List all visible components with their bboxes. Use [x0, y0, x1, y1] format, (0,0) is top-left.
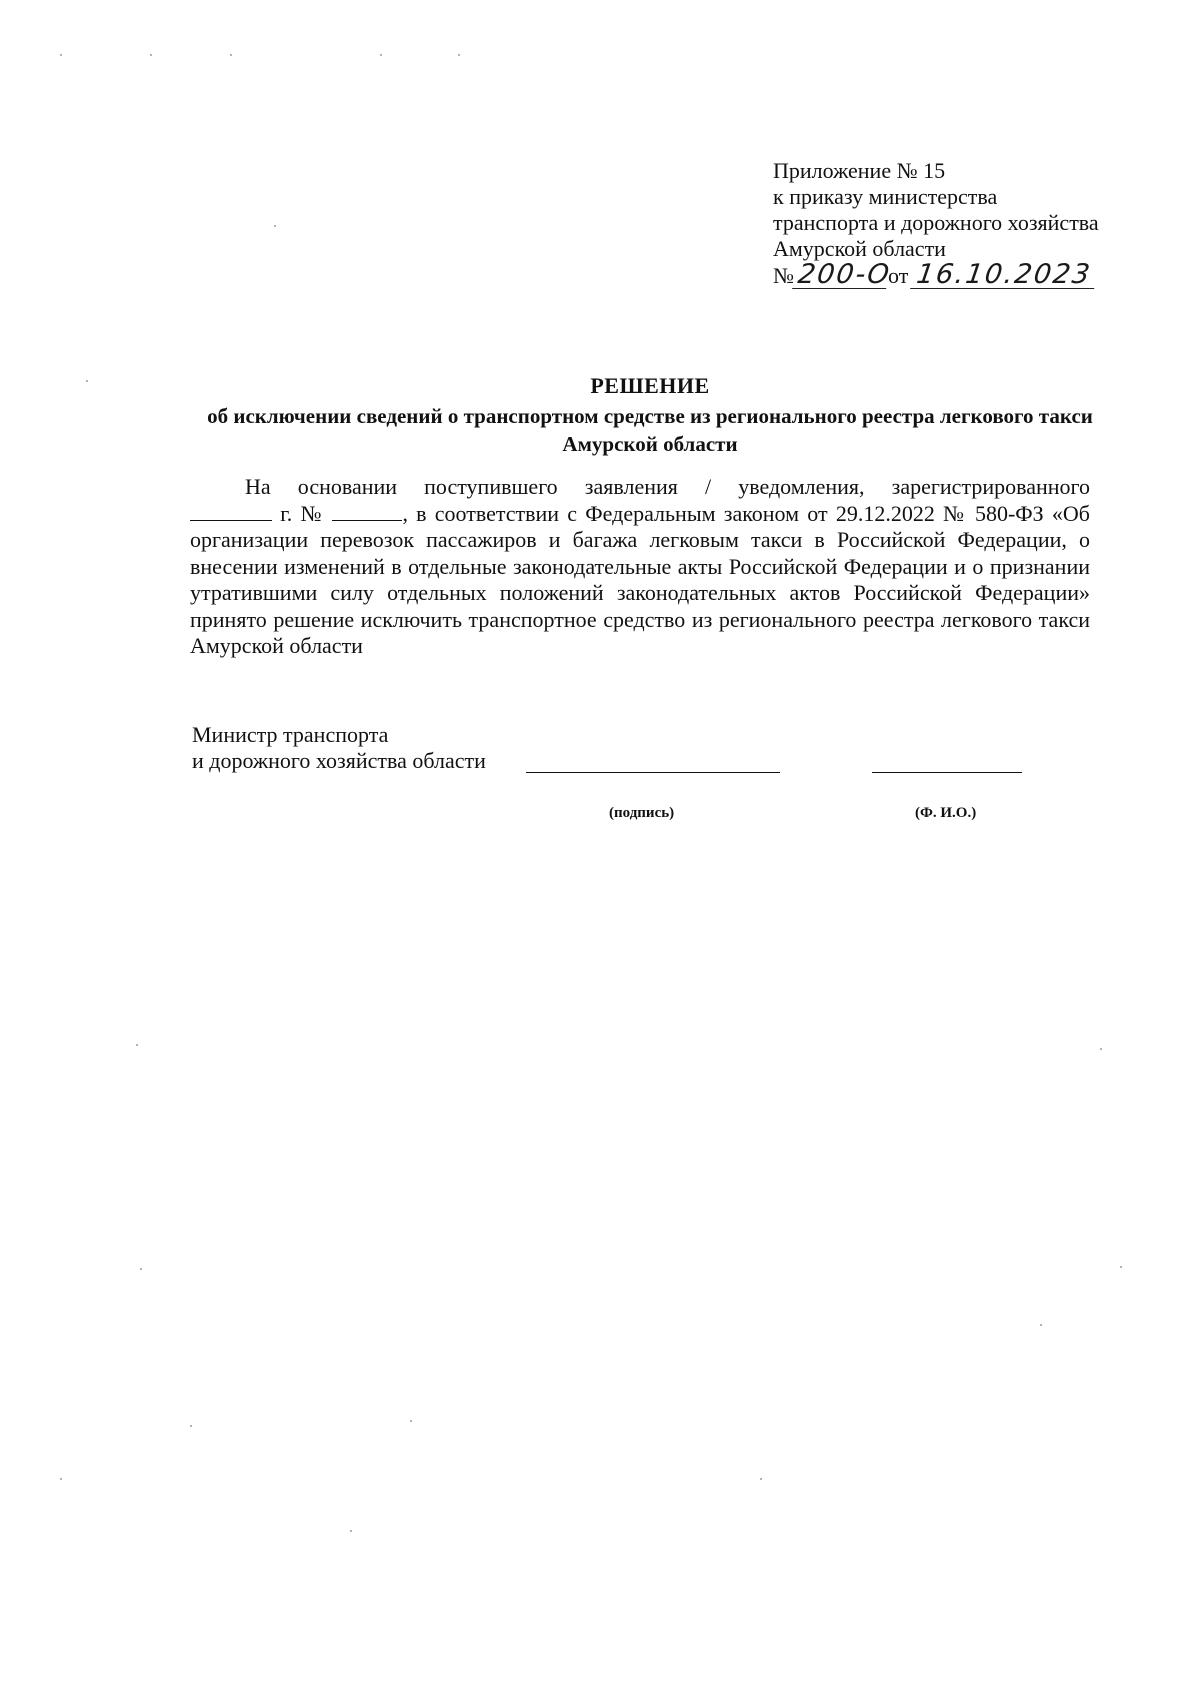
- scan-speck: [190, 1425, 192, 1427]
- scan-speck: [60, 1478, 62, 1480]
- scan-speck: [1040, 1324, 1042, 1326]
- order-number-prefix: №: [773, 263, 794, 288]
- scan-speck: [136, 1044, 138, 1046]
- registration-number-blank: [332, 502, 402, 521]
- document-title: РЕШЕНИЕ: [590, 373, 710, 398]
- appendix-line-1: Приложение № 15: [773, 158, 946, 183]
- signature-caption: (подпись): [609, 805, 675, 821]
- scan-speck: [274, 225, 276, 227]
- scan-speck: [380, 54, 382, 56]
- scan-speck: [760, 1478, 762, 1480]
- signature-line: [526, 772, 780, 773]
- scan-speck: [458, 54, 460, 56]
- order-reference: [773, 259, 1173, 296]
- scan-speck: [60, 54, 62, 56]
- scan-speck: [350, 1530, 352, 1532]
- appendix-header: [773, 158, 1173, 296]
- scan-speck: [410, 1420, 412, 1422]
- order-date-prefix: от: [888, 263, 909, 288]
- scan-speck: [1100, 1048, 1102, 1050]
- signature-row: [192, 748, 1112, 821]
- name-line: [872, 772, 1022, 773]
- signature-block: [192, 722, 1112, 821]
- name-caption: (Ф. И.О.): [915, 805, 977, 821]
- order-date-handwritten: 16.10.2023: [910, 262, 1098, 289]
- date-blank: [190, 502, 272, 521]
- scan-speck: [150, 54, 152, 56]
- scan-speck: [140, 1268, 142, 1270]
- document-subtitle: об исключении сведений о транспортном средстве из регионального реестра легкового такси Амурской области: [207, 404, 1093, 456]
- body-first-line: На основании поступившего заявления / уведомления, зарегистрированного: [245, 474, 1090, 499]
- scan-speck: [230, 54, 232, 56]
- year-number-label: г. №: [272, 500, 325, 526]
- body-main-text: , в соответствии с Федеральным законом от 29.12.2022 № 580-ФЗ «Об организации перевозок пассажиров и багажа легковым такси в Российской Федерации, о внесении изменений в отдельные законодательные акты Российской Федерации и о признании утратившими силу отдельных положений законодательных актов Российской Федерации» принято решение исключить транспортное средство из регионального реестра легкового такси Амурской области: [190, 500, 1091, 658]
- signer-title-line-1: Министр транспорта: [192, 722, 389, 747]
- appendix-line-4: Амурской области: [773, 236, 946, 261]
- scan-speck: [86, 380, 88, 382]
- decision-body: [190, 474, 1090, 660]
- order-number-handwritten: 200-О: [792, 262, 890, 289]
- appendix-line-3: транспорта и дорожного хозяйства: [773, 210, 1099, 235]
- document-title-block: [180, 372, 1120, 458]
- scan-speck: [1120, 1266, 1122, 1268]
- body-paragraph: [190, 501, 1090, 660]
- signer-title-line-2: и дорожного хозяйства области: [192, 748, 486, 773]
- appendix-line-2: к приказу министерства: [773, 184, 998, 209]
